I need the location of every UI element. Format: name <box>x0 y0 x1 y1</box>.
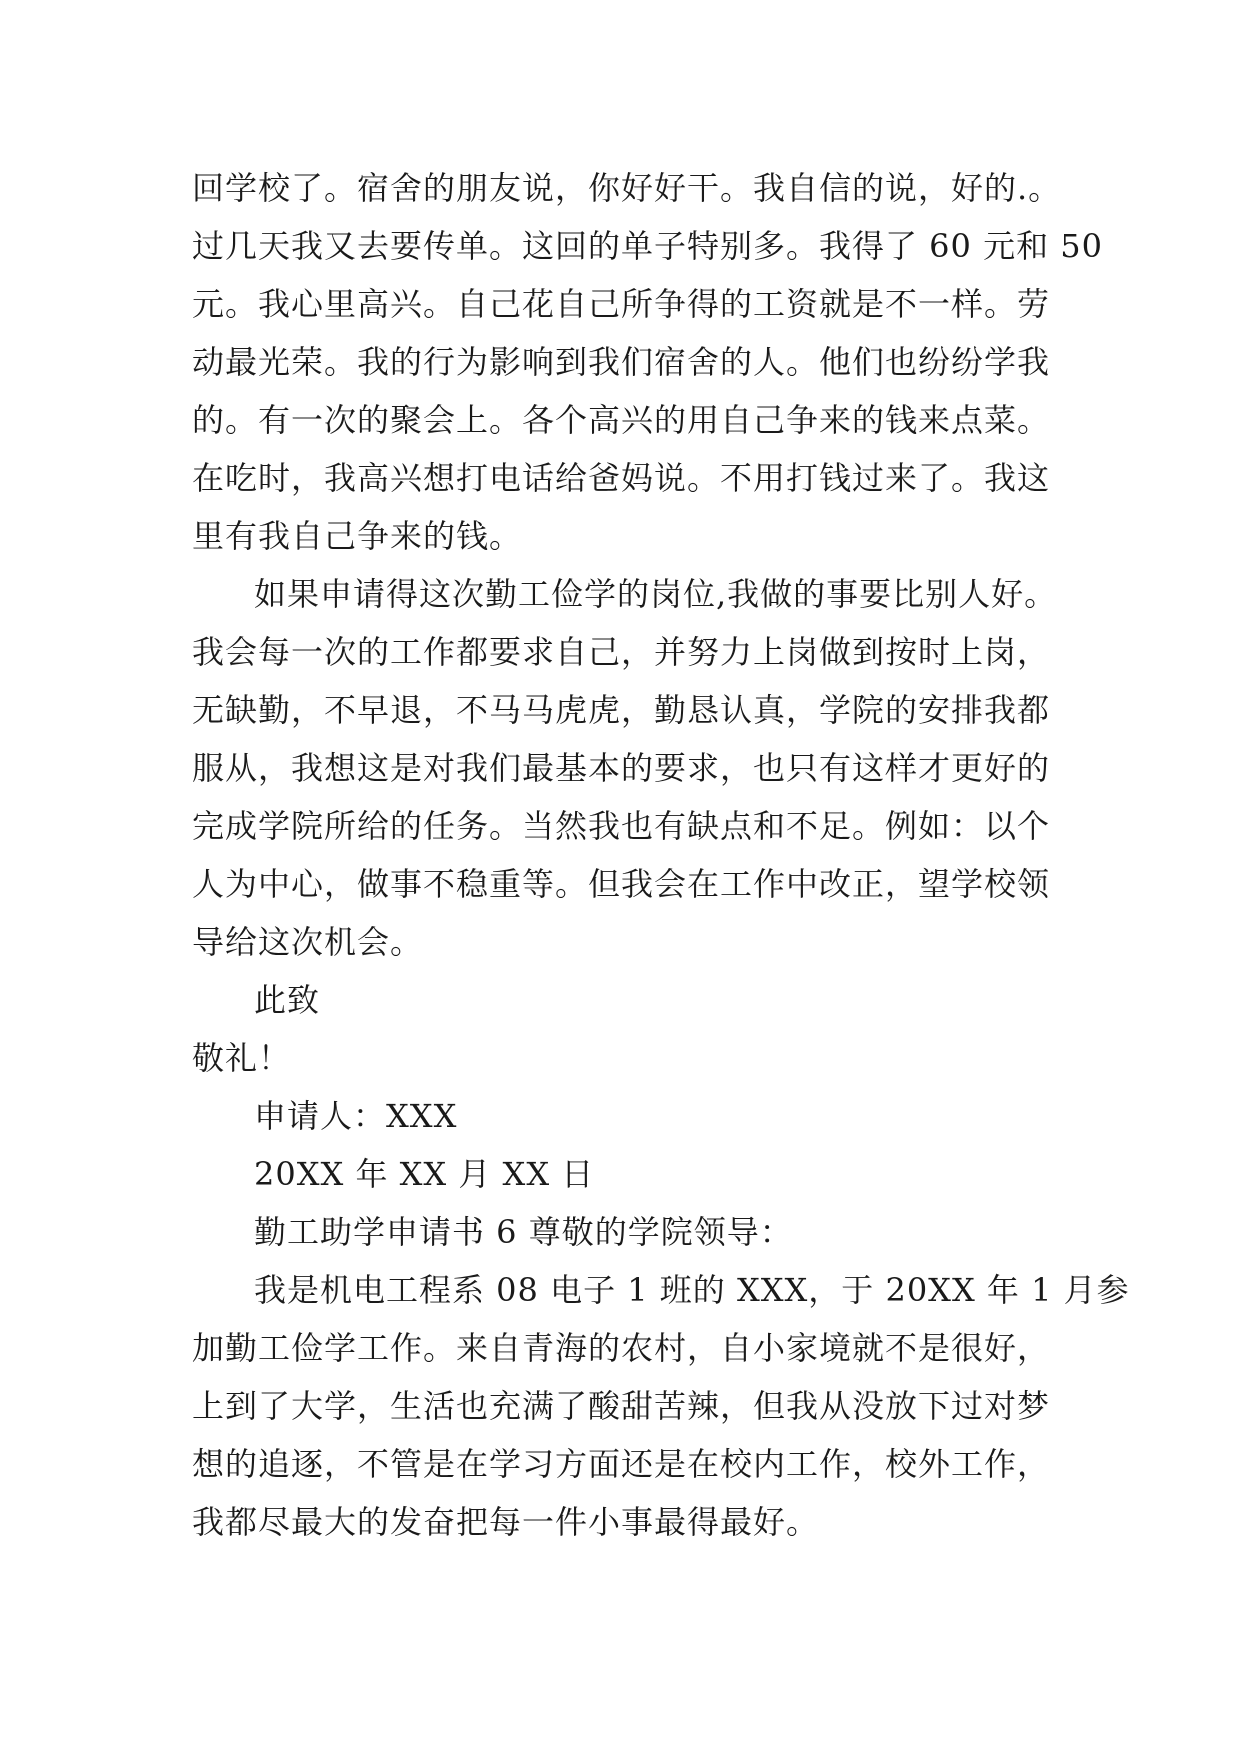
text-line: 服从，我想这是对我们最基本的要求，也只有这样才更好的 <box>192 749 1051 787</box>
applicant-signature: 申请人：XXX <box>254 1097 458 1135</box>
date-line: 20XX 年 XX 月 XX 日 <box>254 1155 595 1193</box>
text-line: 在吃时，我高兴想打电话给爸妈说。不用打钱过来了。我这 <box>192 459 1051 497</box>
letter-heading: 勤工助学申请书 6 尊敬的学院领导： <box>254 1213 793 1251</box>
text-line: 里有我自己争来的钱。 <box>192 517 523 555</box>
text-line: 导给这次机会。 <box>192 923 424 961</box>
text-line: 元。我心里高兴。自己花自己所争得的工资就是不一样。劳 <box>192 285 1051 323</box>
closing-respect: 敬礼！ <box>192 1039 292 1077</box>
text-line: 的。有一次的聚会上。各个高兴的用自己争来的钱来点菜。 <box>192 401 1051 439</box>
paragraph-start-line: 如果申请得这次勤工俭学的岗位,我做的事要比别人好。 <box>254 575 1058 613</box>
text-line: 想的追逐，不管是在学习方面还是在校内工作，校外工作， <box>192 1445 1051 1483</box>
paragraph-start-line: 我是机电工程系 08 电子 1 班的 XXX，于 20XX 年 1 月参 <box>254 1271 1130 1309</box>
text-line: 完成学院所给的任务。当然我也有缺点和不足。例如：以个 <box>192 807 1051 845</box>
closing-salutation: 此致 <box>254 981 321 1019</box>
text-line: 我都尽最大的发奋把每一件小事最得最好。 <box>192 1503 820 1541</box>
text-line: 上到了大学，生活也充满了酸甜苦辣，但我从没放下过对梦 <box>192 1387 1051 1425</box>
text-line: 回学校了。宿舍的朋友说，你好好干。我自信的说，好的.。 <box>192 169 1062 207</box>
text-line: 过几天我又去要传单。这回的单子特别多。我得了 60 元和 50 <box>192 227 1103 265</box>
text-line: 无缺勤，不早退，不马马虎虎，勤恳认真，学院的安排我都 <box>192 691 1051 729</box>
text-line: 加勤工俭学工作。来自青海的农村，自小家境就不是很好， <box>192 1329 1051 1367</box>
text-line: 人为中心，做事不稳重等。但我会在工作中改正，望学校领 <box>192 865 1051 903</box>
text-line: 动最光荣。我的行为影响到我们宿舍的人。他们也纷纷学我 <box>192 343 1051 381</box>
text-line: 我会每一次的工作都要求自己，并努力上岗做到按时上岗， <box>192 633 1051 671</box>
